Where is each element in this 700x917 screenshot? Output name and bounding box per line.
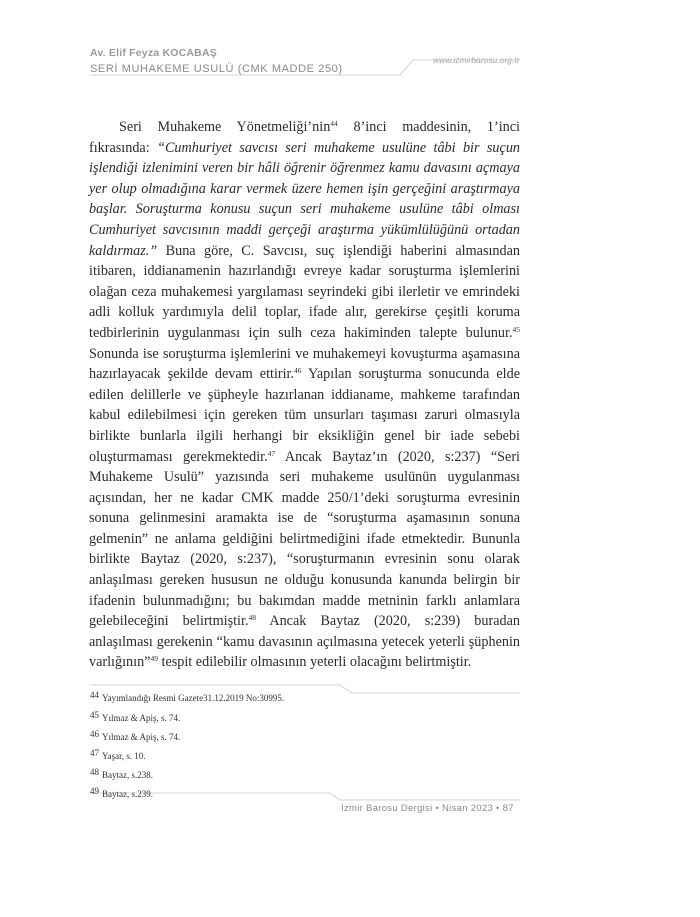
- body-text: Ancak Baytaz’ın (2020, s:237) “Seri Muhakeme Usulü” yazısında seri muhakeme usulünün uygulanması açısından, her ne kadar CMK madde 250/1’deki soruşturma evresinin sonuna gelinmesini aramakta ise de “soruşturma aşamasının sonuna gelmenin” ne anlama geldiğini belirtmediğini ifade etmektedir. Bununla birlikte Baytaz (2020, s:237), “soruşturmanın evresinin sonu olarak anlaşılması gereken hususun ne olduğu konusunda kanunda belirgin bir ifadenin bulunmadığını; bu bakımdan madde metninin farklı anlamlara gelebileceğini belirtmiştir.: [89, 448, 520, 630]
- body-text: Sonunda ise soruşturma işlemlerini ve muhakemeyi kovuşturma aşamasına hazırlayacak şekilde devam ettirir.: [89, 345, 520, 383]
- footnote-ref-44[interactable]: 44: [330, 119, 338, 128]
- footnote-number: 48: [90, 767, 99, 777]
- body-text: tespit edilebilir olmasının yeterli olacağını belirtmiştir.: [157, 654, 472, 671]
- footnote-ref-47[interactable]: 47: [267, 448, 276, 458]
- body-text: Buna göre, C. Savcısı, suç işlendiği haberini almasından itibaren, iddianamenin hazırlandığı evreye kadar soruşturma işlemlerini olağan ceza muhakemesi yargılaması seyrindeki gibi ilerletir ve emrindeki adli kolluk yardımıyla delil toplar, ifade alır, gerekirse çeşitli koruma tedbirlerinin uygulanması için sulh ceza hakiminden talepte bulunur.: [89, 242, 520, 341]
- footnote-number: 47: [90, 748, 99, 758]
- footnote-text: Baytaz, s.238.: [102, 770, 153, 780]
- footnote-47: [90, 748, 145, 761]
- footnote-text: Baytaz, s.239.: [102, 789, 153, 799]
- footnote-45: [90, 710, 180, 723]
- footnote-number: 44: [90, 690, 99, 700]
- footnote-text: Yılmaz & Apiş, s. 74.: [102, 732, 181, 742]
- footnote-number: 49: [90, 786, 99, 796]
- footnote-text: Yılmaz & Apiş, s. 74.: [102, 713, 181, 723]
- footnote-number: 45: [90, 710, 99, 720]
- header-rule: [90, 60, 520, 75]
- body-text: Ancak Baytaz (2020, s:239) buradan anlaşılması gerekenin “kamu davasının açılmasına yetecek yeterli şüphenin varlığının”: [89, 613, 520, 671]
- footnote-46: [90, 729, 180, 742]
- footnote-48: [90, 767, 153, 780]
- footnote-ref-49[interactable]: 49: [150, 654, 158, 664]
- footnote-49: [90, 786, 153, 799]
- header-article-title: SERİ MUHAKEME USULÜ (CMK MADDE 250): [90, 63, 343, 75]
- footnote-number: 46: [90, 729, 99, 739]
- body-text: Yapılan soruşturma sonucunda elde edilen delillerle ve şüpheyle hazırlanan iddianame, mahkeme tarafından kabul edilebilmesi için gereken tüm unsurları taşıması zaruri olmasıyla birlikte bunlarla ilgili herhangi bir eksikliğin genel bir iade sebebi oluşturmaması gerekmektedir.: [89, 366, 520, 465]
- footnote-44: [90, 690, 284, 703]
- body-text: Seri Muhakeme Yönetmeliği’nin: [119, 119, 331, 135]
- article-body: [89, 117, 520, 673]
- page-footer: İzmir Barosu Dergisi • Nisan 2023 • 87: [341, 803, 514, 814]
- body-paragraph: [89, 117, 520, 673]
- footnote-ref-45[interactable]: 45: [512, 324, 520, 334]
- body-text: 8’inci maddesinin, 1’inci fıkrasında:: [89, 119, 520, 156]
- footer-rule: [90, 793, 520, 800]
- header-website[interactable]: www.izmirbarosu.org.tr: [433, 55, 520, 65]
- regulation-quote: “Cumhuriyet savcısı seri muhakeme usulüne tâbi bir suçun işlendiği izlenimini veren bir hâli öğrenir öğrenmez kamu davasını açmaya yer olup olmadığına karar vermek üzere hemen işin gerçeğini araştırmaya başlar. Soruşturma konusu suçun seri muhakeme usulüne tâbi olması Cumhuriyet savcısının maddi gerçeği araştırma yükümlülüğünü ortadan kaldırmaz.”: [89, 139, 521, 259]
- footnote-text: Yayımlandığı Resmi Gazete31.12.2019 No:30995.: [102, 693, 285, 703]
- footnote-ref-48[interactable]: 48: [248, 613, 256, 623]
- header-author: Av. Elif Feyza KOCABAŞ: [90, 47, 217, 59]
- footnote-text: Yaşar, s. 10.: [102, 751, 146, 761]
- footnote-ref-46[interactable]: 46: [294, 366, 302, 376]
